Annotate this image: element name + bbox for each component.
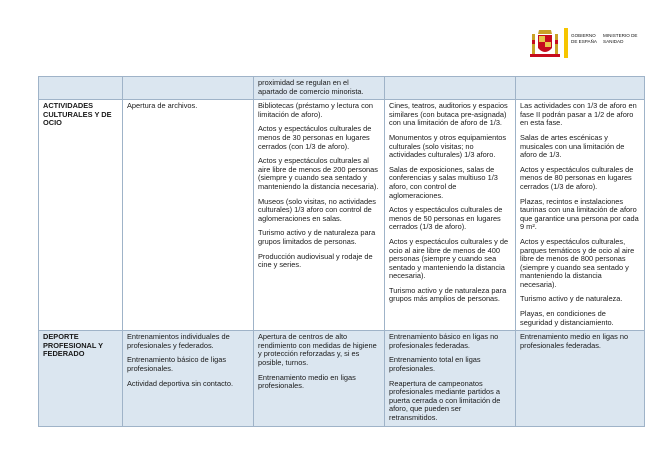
gobierno-logo bbox=[530, 26, 640, 60]
category-label: ACTIVIDADES CULTURALES Y DE OCIO bbox=[39, 100, 123, 331]
measure-item: Actos y espectáculos culturales de menos de 50 personas en lugares cerrados (1/3 de aforo). bbox=[389, 205, 503, 232]
logo-text-ministerio: MINISTERIO DE SANIDAD bbox=[603, 33, 638, 44]
measure-item: Entrenamiento básico de ligas profesionales. bbox=[127, 355, 227, 374]
logo-text-gobierno: GOBIERNO DE ESPAÑA bbox=[571, 33, 597, 44]
coat-of-arms-icon bbox=[530, 26, 560, 60]
measure-item: Monumentos y otros equipamientos culturales (solo visitas; no actividades culturales) 1/3 aforo. bbox=[389, 132, 507, 160]
table-cell bbox=[254, 331, 385, 426]
table-cell bbox=[123, 331, 254, 426]
flag-bar bbox=[564, 28, 568, 58]
measure-item: Entrenamiento total en ligas profesionales. bbox=[389, 355, 481, 374]
table-cell bbox=[385, 77, 516, 100]
measure-item: Plazas, recintos e instalaciones taurinas con una limitación de aforo que garantice una persona por cada 9 m². bbox=[520, 196, 639, 232]
table-cell bbox=[385, 331, 516, 426]
measure-item: Producción audiovisual y rodaje de cine y series. bbox=[258, 251, 373, 270]
table-cell bbox=[516, 331, 645, 426]
category-label: DEPORTE PROFESIONAL Y FEDERADO bbox=[39, 331, 123, 426]
measure-item: Museos (solo visitas, no actividades culturales) 1/3 aforo con control de aglomeraciones en salas. bbox=[258, 196, 376, 223]
measure-item: Apertura de archivos. bbox=[127, 101, 198, 111]
measure-item: Salas de exposiciones, salas de conferencias y salas multiuso 1/3 aforo, con control de aglomeraciones. bbox=[389, 164, 498, 200]
measure-item: Actos y espectáculos culturales al aire libre de menos de 200 personas (siempre y cuando sea sentado y manteniendo la distancia necesaria). bbox=[258, 156, 379, 191]
measure-item: Actos y espectáculos culturales de menos de 30 personas en lugares cerrados (con 1/3 de aforo). bbox=[258, 124, 372, 151]
table-row bbox=[39, 100, 645, 331]
measure-item: Turismo activo y de naturaleza para grupos más amplios de personas. bbox=[389, 285, 507, 304]
measure-item: Actos y espectáculos culturales y de ocio al aire libre de menos de 400 personas (siempre y cuando sea sentado y manteniendo la distancia necesaria). bbox=[389, 236, 509, 281]
measure-item: Entrenamiento medio en ligas profesionales. bbox=[258, 372, 356, 391]
table-cell bbox=[123, 77, 254, 100]
measure-item: Reapertura de campeonatos profesionales mediante partidos a puerta cerrada o con limitación de aforo, que pueden ser retransmitidos. bbox=[389, 378, 501, 422]
table-cell bbox=[516, 77, 645, 100]
measure-item: Actividad deportiva sin contacto. bbox=[127, 378, 233, 388]
table-cell bbox=[254, 100, 385, 331]
table-cell bbox=[123, 100, 254, 331]
table-cell bbox=[516, 100, 645, 331]
measure-item: Entrenamiento básico en ligas no profesionales federadas. bbox=[389, 332, 499, 350]
measure-item: Entrenamiento medio en ligas no profesionales federadas. bbox=[520, 332, 629, 350]
table-row-continuation bbox=[39, 77, 645, 100]
table-row bbox=[39, 331, 645, 426]
measure-item: Turismo activo y de naturaleza. bbox=[520, 294, 623, 304]
measure-item: Cines, teatros, auditorios y espacios similares (con butaca pre-asignada) con una limitación de aforo de 1/3. bbox=[389, 101, 508, 128]
phases-table bbox=[38, 76, 645, 427]
measure-item: Entrenamientos individuales de profesionales y federados. bbox=[127, 332, 230, 350]
measure-item: Apertura de centros de alto rendimiento con medidas de higiene y protección reforzadas y, si es posible, turnos. bbox=[258, 332, 377, 368]
table-cell: proximidad se regulan en el apartado de comercio minorista. bbox=[254, 77, 385, 100]
measure-item: Playas, en condiciones de seguridad y distanciamiento. bbox=[520, 309, 614, 327]
table-cell bbox=[385, 100, 516, 331]
measure-item: Turismo activo y de naturaleza para grupos limitados de personas. bbox=[258, 228, 376, 246]
measure-item: Actos y espectáculos culturales de menos de 80 personas en lugares cerrados (1/3 de aforo). bbox=[520, 164, 634, 191]
measure-item: Las actividades con 1/3 de aforo en fase II podrán pasar a 1/2 de aforo en esta fase. bbox=[520, 101, 637, 128]
measure-item: Bibliotecas (préstamo y lectura con limitación de aforo). bbox=[258, 101, 374, 119]
measure-item: Salas de artes escénicas y musicales con una limitación de aforo de 1/3. bbox=[520, 132, 625, 160]
measure-item: Actos y espectáculos culturales, parques temáticos y de ocio al aire libre de menos de 800 personas (siempre y cuando sea sentado y manteniendo la distancia necesaria). bbox=[520, 236, 635, 289]
table-cell bbox=[39, 77, 123, 100]
